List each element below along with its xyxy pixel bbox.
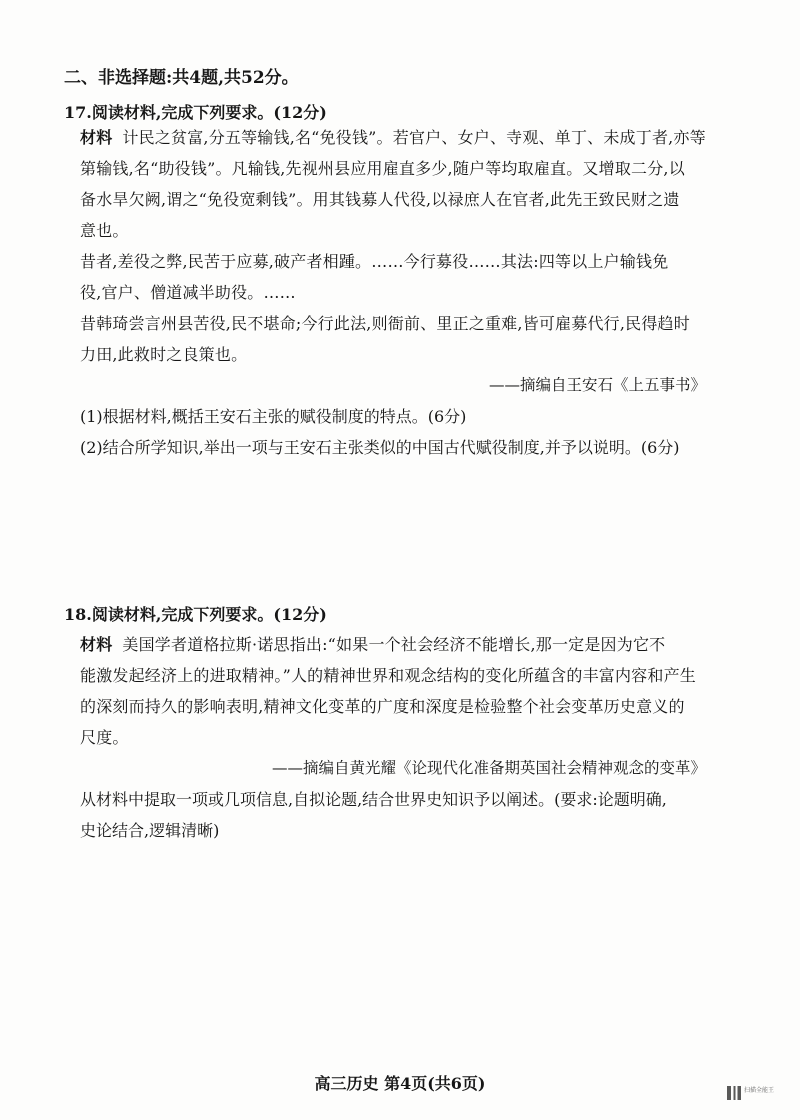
q17-material-line-6: 役,官户、僧道减半助役。…… — [80, 283, 296, 302]
q18-title: 18.阅读材料,完成下列要求。(12分) — [64, 605, 327, 624]
page-footer: 高三历史 第4页(共6页) — [314, 1074, 486, 1093]
q17-material-text: 计民之贫富,分五等输钱,名“免役钱”。若官户、女户、寺观、单丁、未成丁者,亦等 — [122, 128, 706, 147]
q17-source: ——摘编自王安石《上五事书》 — [488, 376, 706, 394]
q18-task-line-1: 从材料中提取一项或几项信息,自拟论题,结合世界史知识予以阐述。(要求:论题明确, — [80, 790, 667, 809]
q17-title: 17.阅读材料,完成下列要求。(12分) — [64, 103, 327, 122]
q17-material-line-5: 昔者,差役之弊,民苦于应募,破产者相踵。……今行募役……其法:四等以上户输钱免 — [80, 252, 669, 271]
q17-material-line-1 — [80, 130, 706, 146]
qr-code-icon — [727, 1086, 741, 1100]
q17-material-line-7: 昔韩琦尝言州县苦役,民不堪命;今行此法,则衙前、里正之重难,皆可雇募代行,民得趋时 — [80, 314, 690, 333]
q18-material-line-2: 能激发起经济上的进取精神。”人的精神世界和观念结构的变化所蕴含的丰富内容和产生 — [80, 666, 696, 685]
q17-material-line-2: 第输钱,名“助役钱”。凡输钱,先视州县应用雇直多少,随户等均取雇直。又增取二分,以 — [80, 159, 685, 178]
q18-source: ——摘编自黄光耀《论现代化准备期英国社会精神观念的变革》 — [271, 759, 706, 777]
section-title: 二、非选择题:共4题,共52分。 — [64, 68, 299, 88]
q17-material-line-4: 意也。 — [80, 221, 129, 240]
q17-material-line-8: 力田,此救时之良策也。 — [80, 345, 248, 364]
scanner-watermark: 扫描全能王 — [744, 1087, 775, 1094]
q17-subquestion-2: (2)结合所学知识,举出一项与王安石主张类似的中国古代赋役制度,并予以说明。(6分) — [80, 438, 680, 457]
q18-material-line-1 — [80, 637, 665, 653]
q18-task-line-2: 史论结合,逻辑清晰) — [80, 821, 220, 840]
q18-material-line-3: 的深刻而持久的影响表明,精神文化变革的广度和深度是检验整个社会变革历史意义的 — [80, 697, 685, 716]
q17-material-label: 材料 — [80, 128, 113, 147]
q18-material-text: 美国学者道格拉斯·诺思指出:“如果一个社会经济不能增长,那一定是因为它不 — [122, 635, 666, 654]
q18-material-line-4: 尺度。 — [80, 728, 129, 747]
q18-material-label: 材料 — [80, 635, 113, 654]
q17-material-line-3: 备水旱欠阙,谓之“免役宽剩钱”。用其钱募人代役,以禄庶人在官者,此先王致民财之遗 — [80, 190, 680, 209]
q17-subquestion-1: (1)根据材料,概括王安石主张的赋役制度的特点。(6分) — [80, 407, 467, 426]
